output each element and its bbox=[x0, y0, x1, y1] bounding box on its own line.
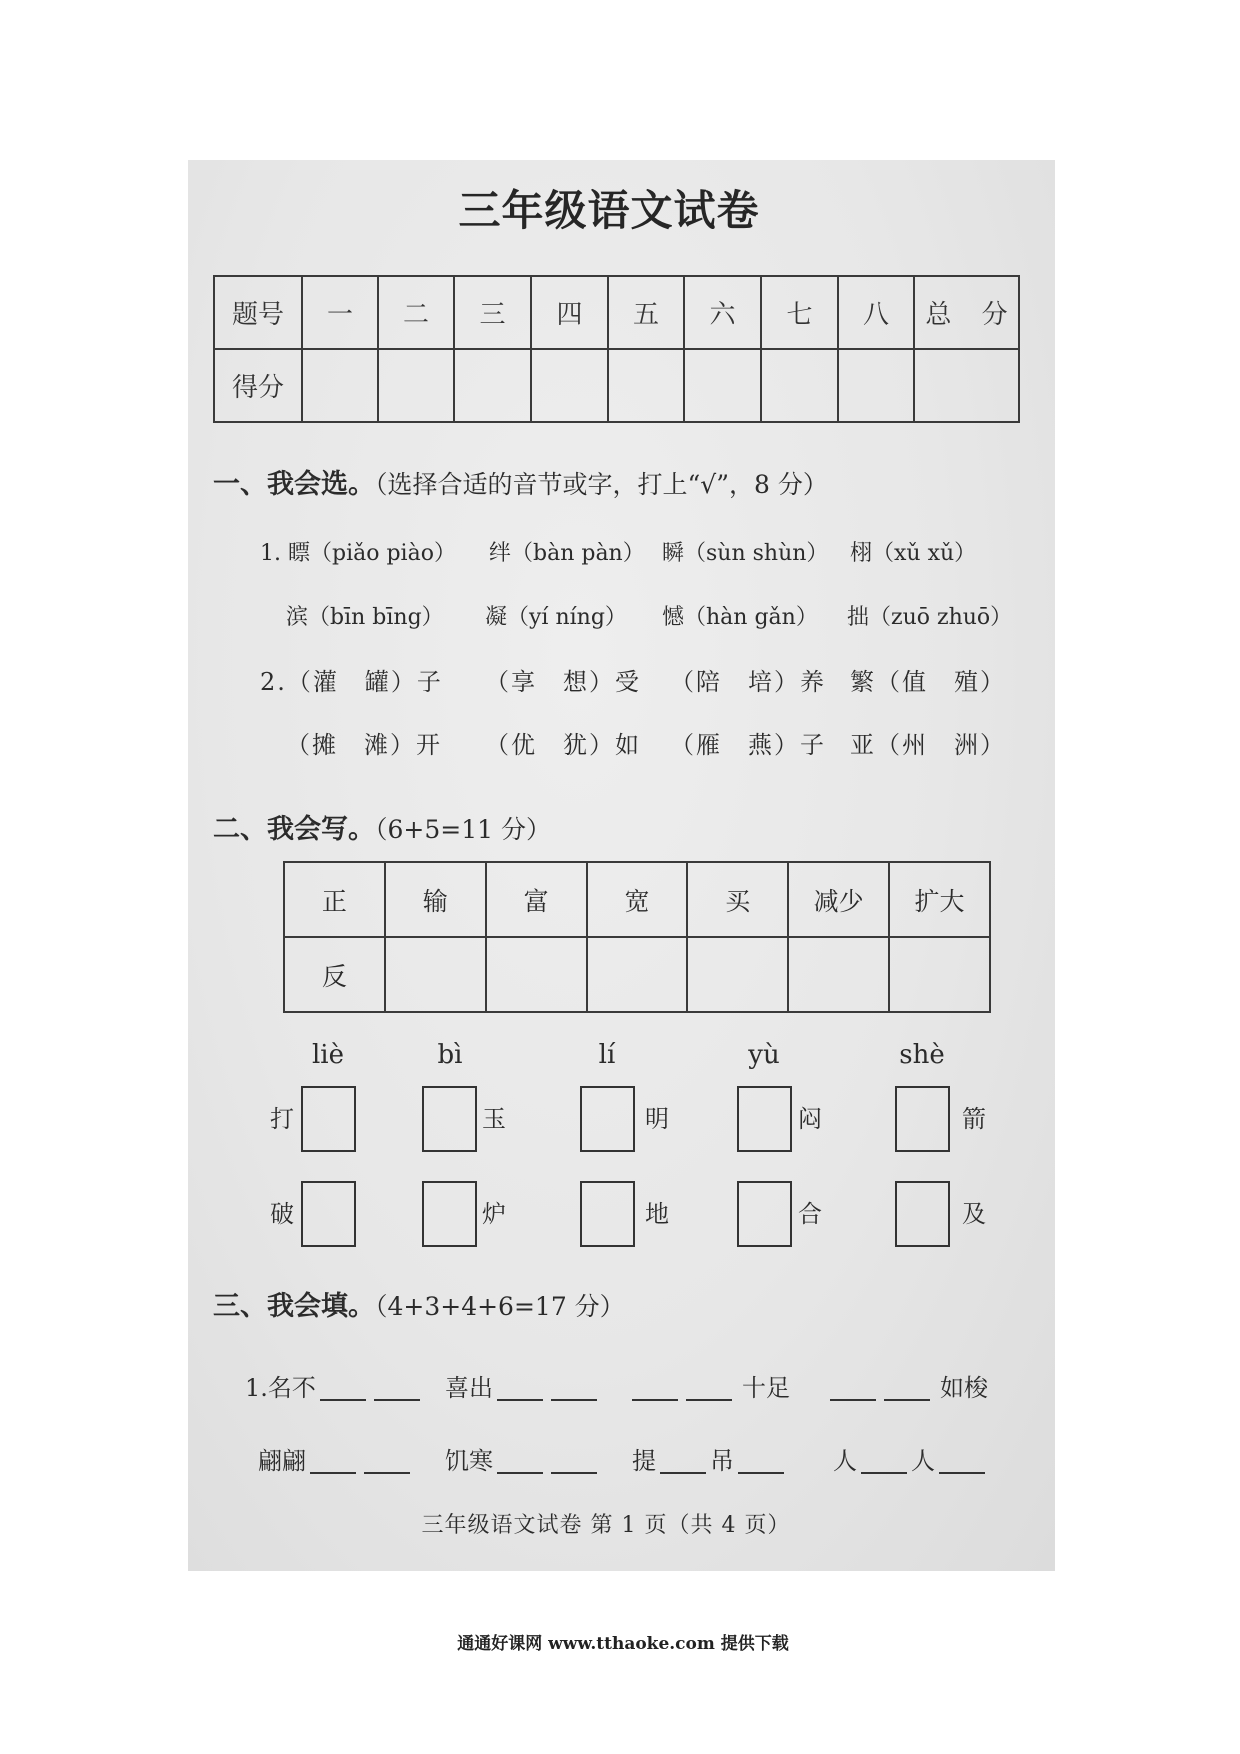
word-char: 闷 bbox=[798, 1105, 822, 1133]
score-table-header-row bbox=[214, 276, 1019, 349]
score-table-header-label: 题号 bbox=[214, 276, 302, 349]
antonym-word: 扩大 bbox=[889, 862, 990, 937]
idiom-item bbox=[258, 1445, 414, 1477]
score-cell bbox=[684, 349, 761, 422]
pinyin-choice-item: 1. 瞟（piǎo piào） bbox=[260, 541, 456, 566]
section3-title: 三、我会填。 bbox=[213, 1291, 375, 1322]
idiom-item bbox=[826, 1372, 988, 1404]
word-char: 破 bbox=[270, 1200, 294, 1228]
score-cell bbox=[838, 349, 914, 422]
fill-blank bbox=[939, 1450, 985, 1474]
write-box bbox=[737, 1181, 792, 1247]
fill-blank bbox=[497, 1450, 543, 1474]
fill-blank bbox=[861, 1450, 907, 1474]
page-title: 三年级语文试卷 bbox=[458, 186, 760, 235]
section2-title: 二、我会写。 bbox=[213, 814, 375, 845]
score-cell bbox=[302, 349, 378, 422]
score-cell bbox=[454, 349, 531, 422]
fill-blank bbox=[497, 1377, 543, 1401]
fill-blank bbox=[551, 1377, 597, 1401]
fill-blank bbox=[884, 1377, 930, 1401]
idiom-text: 喜出 bbox=[445, 1374, 493, 1402]
word-char: 地 bbox=[645, 1200, 669, 1228]
score-table-col-4: 四 bbox=[531, 276, 608, 349]
idiom-text: 1.名不 bbox=[245, 1374, 316, 1402]
score-table-col-6: 六 bbox=[684, 276, 761, 349]
write-box bbox=[580, 1086, 635, 1152]
pinyin-choice-item: 绊（bàn pàn） bbox=[489, 541, 645, 566]
pinyin-label: yù bbox=[748, 1040, 780, 1070]
pinyin-label: lí bbox=[598, 1040, 616, 1070]
pinyin-choice-item: 凝（yí níng） bbox=[485, 605, 627, 630]
page-footer: 三年级语文试卷 第 1 页（共 4 页） bbox=[421, 1513, 791, 1538]
pinyin-choice-item: 憾（hàn gǎn） bbox=[662, 605, 818, 630]
score-table-score-row bbox=[214, 349, 1019, 422]
score-table-col-total: 总 分 bbox=[914, 276, 1019, 349]
fill-blank bbox=[310, 1450, 356, 1474]
idiom-text: 人 bbox=[911, 1447, 935, 1475]
score-table-score-label: 得分 bbox=[214, 349, 302, 422]
section1-title: 一、我会选。 bbox=[213, 469, 375, 500]
antonym-table bbox=[283, 861, 991, 1013]
word-char: 及 bbox=[962, 1200, 986, 1228]
word-char: 合 bbox=[798, 1200, 822, 1228]
char-choice-item: 亚（州 洲） bbox=[850, 731, 1006, 759]
section2-heading bbox=[213, 812, 551, 848]
idiom-text: 提 bbox=[632, 1447, 656, 1475]
antonym-row-answers bbox=[284, 937, 990, 1012]
fill-blank bbox=[374, 1377, 420, 1401]
char-choice-item: （优 犹）如 bbox=[485, 731, 641, 759]
antonym-row-label: 反 bbox=[284, 937, 385, 1012]
fill-blank bbox=[660, 1450, 706, 1474]
write-box bbox=[895, 1181, 950, 1247]
word-char: 打 bbox=[270, 1105, 294, 1133]
write-box bbox=[301, 1181, 356, 1247]
antonym-word: 输 bbox=[385, 862, 486, 937]
pinyin-choice-item: 栩（xǔ xǔ） bbox=[850, 541, 977, 566]
pinyin-label: bì bbox=[437, 1040, 463, 1070]
pinyin-choice-item: 拙（zuō zhuō） bbox=[847, 605, 1013, 630]
idiom-item bbox=[833, 1445, 989, 1477]
section1-heading bbox=[213, 467, 828, 503]
score-cell-total bbox=[914, 349, 1019, 422]
idiom-text: 翩翩 bbox=[258, 1447, 306, 1475]
score-cell bbox=[608, 349, 684, 422]
antonym-answer-cell bbox=[587, 937, 688, 1012]
pinyin-choice-item: 瞬（sùn shùn） bbox=[662, 541, 829, 566]
fill-blank bbox=[738, 1450, 784, 1474]
score-table-col-5: 五 bbox=[608, 276, 684, 349]
antonym-answer-cell bbox=[788, 937, 889, 1012]
antonym-word: 正 bbox=[284, 862, 385, 937]
score-table-col-3: 三 bbox=[454, 276, 531, 349]
section1-instruction: （选择合适的音节或字，打上“√”，8 分） bbox=[375, 470, 828, 499]
score-table-col-1: 一 bbox=[302, 276, 378, 349]
idiom-item bbox=[632, 1445, 788, 1477]
fill-blank bbox=[551, 1450, 597, 1474]
idiom-item bbox=[628, 1372, 790, 1404]
char-choice-item: （摊 滩）开 bbox=[286, 731, 442, 759]
idiom-item bbox=[445, 1445, 601, 1477]
char-choice-item: （享 想）受 bbox=[485, 668, 641, 696]
write-box bbox=[737, 1086, 792, 1152]
antonym-row-words bbox=[284, 862, 990, 937]
idiom-text: 吊 bbox=[710, 1447, 734, 1475]
download-credit: 通通好课网 www.tthaoke.com 提供下载 bbox=[457, 1634, 789, 1654]
section3-instruction: （4+3+4+6=17 分） bbox=[375, 1292, 625, 1321]
word-char: 炉 bbox=[482, 1200, 506, 1228]
antonym-answer-cell bbox=[687, 937, 788, 1012]
idiom-text: 人 bbox=[833, 1447, 857, 1475]
idiom-text: 饥寒 bbox=[445, 1447, 493, 1475]
fill-blank bbox=[686, 1377, 732, 1401]
word-char: 玉 bbox=[482, 1105, 506, 1133]
score-table bbox=[213, 275, 1020, 423]
pinyin-choice-item: 滨（bīn bīng） bbox=[286, 605, 444, 630]
antonym-word: 宽 bbox=[587, 862, 688, 937]
char-choice-item: （陪 培）养 bbox=[670, 668, 826, 696]
char-choice-item: （雁 燕）子 bbox=[670, 731, 826, 759]
score-cell bbox=[531, 349, 608, 422]
section3-heading bbox=[213, 1289, 625, 1325]
write-box bbox=[580, 1181, 635, 1247]
char-choice-item: 2.（灌 罐）子 bbox=[260, 668, 443, 696]
fill-blank bbox=[632, 1377, 678, 1401]
pinyin-label: liè bbox=[311, 1040, 345, 1070]
antonym-answer-cell bbox=[385, 937, 486, 1012]
score-table-col-7: 七 bbox=[761, 276, 838, 349]
idiom-text: 十足 bbox=[742, 1374, 790, 1402]
antonym-word: 富 bbox=[486, 862, 587, 937]
antonym-word: 减少 bbox=[788, 862, 889, 937]
score-table-col-8: 八 bbox=[838, 276, 914, 349]
write-box bbox=[422, 1181, 477, 1247]
idiom-text: 如梭 bbox=[940, 1374, 988, 1402]
idiom-item bbox=[445, 1372, 601, 1404]
write-box bbox=[422, 1086, 477, 1152]
pinyin-label: shè bbox=[899, 1040, 945, 1070]
antonym-answer-cell bbox=[486, 937, 587, 1012]
idiom-item bbox=[245, 1372, 424, 1404]
write-box bbox=[895, 1086, 950, 1152]
word-char: 箭 bbox=[962, 1105, 986, 1133]
write-box bbox=[301, 1086, 356, 1152]
score-table-col-2: 二 bbox=[378, 276, 454, 349]
char-choice-item: 繁（值 殖） bbox=[850, 668, 1006, 696]
score-cell bbox=[378, 349, 454, 422]
antonym-word: 买 bbox=[687, 862, 788, 937]
fill-blank bbox=[830, 1377, 876, 1401]
section2-instruction: （6+5=11 分） bbox=[375, 815, 551, 844]
antonym-answer-cell bbox=[889, 937, 990, 1012]
fill-blank bbox=[320, 1377, 366, 1401]
fill-blank bbox=[364, 1450, 410, 1474]
word-char: 明 bbox=[645, 1105, 669, 1133]
score-cell bbox=[761, 349, 838, 422]
